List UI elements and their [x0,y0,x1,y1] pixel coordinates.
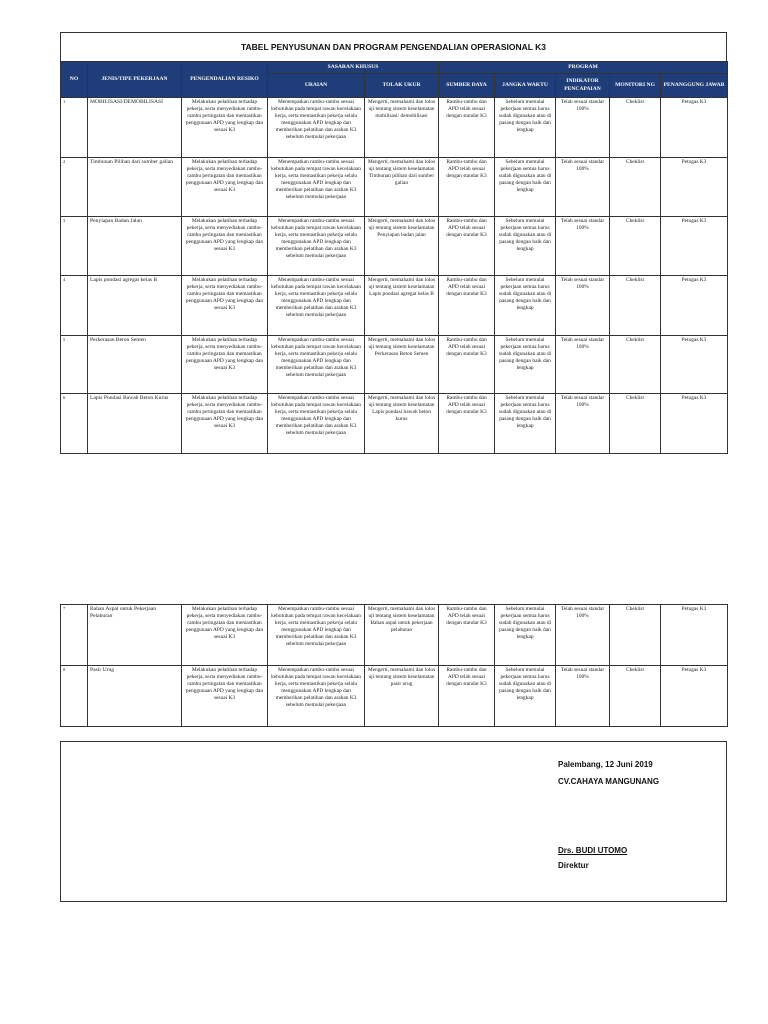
cell-pengendalian: Melakukan pelatihan terhadap pekerja, serta menyediakan rambu-rambu peringatan dan memastikan penggunaan APD yang lengkap dan sesuai K3 [182,666,268,727]
header-indikator-pencapaian: INDIKATOR PENCAPAIAN [556,74,610,98]
cell-jangka-waktu: Sebelum memulai pekerjaan semua harus sudah digunakan atau di pasang dengan baik dan lengkap [495,217,556,276]
table-row [61,666,728,727]
cell-tolak-ukur: Mengerti, memahami dan lolos uji tentang sistem keselamatan Lapis pondasi bawah beton kurus [365,394,439,454]
cell-indikator: Telah sesuai standar 100% [556,217,610,276]
cell-tolak-ukur: Mengerti, memahami dan lolos uji tentang sistem keselamatan Timbunan pilihan dari sumber galian [365,158,439,217]
cell-pengendalian: Melakukan pelatihan terhadap pekerja, serta menyediakan rambu-rambu peringatan dan memastikan penggunaan APD yang lengkap dan sesuai K3 [182,394,268,454]
cell-sumber-daya: Rambu-rambu dan APD telah sesuai dengan standar K3 [439,605,495,666]
header-penanggung-jawab: PENANGGUNG JAWAB [661,74,728,98]
cell-sumber-daya: Rambu-rambu dan APD telah sesuai dengan standar K3 [439,276,495,336]
cell-jenis: Perkerasan Beton Semen [88,336,182,394]
cell-uraian: Menempatkan rambu-rambu sesuai kebutuhan pada tempat rawan kecelakaan kerja, serta memastikan pekerja selalu menggunakan APD lengkap dan memberikan pelatihan dan arahan K3 sebelum memulai pekerjaan [268,336,365,394]
cell-tolak-ukur: Mengerti, memahami dan lolos uji tentang sistem keselamatan Bahan aspal untuk pekerjaan pelaburan [365,605,439,666]
cell-indikator: Telah sesuai standar 100% [556,394,610,454]
cell-uraian: Menempatkan rambu-rambu sesuai kebutuhan pada tempat rawan kecelakaan kerja, serta memastikan pekerja selalu menggunakan APD lengkap dan memberikan pelatihan dan arahan K3 sebelum memulai pekerjaan [268,98,365,158]
header-program: PROGRAM [439,62,728,74]
cell-penanggung-jawab: Petugas K3 [661,98,728,158]
table-row [61,336,728,394]
table-row [61,605,728,666]
cell-monitoring: Cheklist [610,98,661,158]
cell-jangka-waktu: Sebelum memulai pekerjaan semua harus sudah digunakan atau di pasang dengan baik dan lengkap [495,666,556,727]
signature-place-date: Palembang, 12 Juni 2019 [558,760,653,769]
cell-jangka-waktu: Sebelum memulai pekerjaan semua harus sudah digunakan atau di pasang dengan baik dan lengkap [495,394,556,454]
cell-jenis: Timbunan Pilihan dari sumber galian [88,158,182,217]
signatory-position: Direktur [558,861,589,870]
cell-penanggung-jawab: Petugas K3 [661,158,728,217]
cell-uraian: Menempatkan rambu-rambu sesuai kebutuhan pada tempat rawan kecelakaan kerja, serta memastikan pekerja selalu menggunakan APD lengkap dan memberikan pelatihan dan arahan K3 sebelum memulai pekerjaan [268,394,365,454]
cell-pengendalian: Melakukan pelatihan terhadap pekerja, serta menyediakan rambu-rambu peringatan dan memastikan penggunaan APD yang lengkap dan sesuai K3 [182,217,268,276]
table-row [61,394,728,454]
cell-monitoring: Cheklist [610,605,661,666]
cell-jenis: Lapis Pondasi Bawah Beton Kurus [88,394,182,454]
table-row [61,98,728,158]
cell-sumber-daya: Rambu-rambu dan APD telah sesuai dengan standar K3 [439,394,495,454]
cell-tolak-ukur: Mengerti, memahami dan lolos uji tentang sistem keselamatan Lapis pondasi agregat kelas B [365,276,439,336]
header-jenis-pekerjaan: JENIS/TIPE PEKERJAAN [88,62,182,98]
cell-tolak-ukur: Mengerti, memahami dan lolos uji tentang sistem keselamatan mobilisasi/ demobilisasi [365,98,439,158]
cell-uraian: Menempatkan rambu-rambu sesuai kebutuhan pada tempat rawan kecelakaan kerja, serta memastikan pekerja selalu menggunakan APD lengkap dan memberikan pelatihan dan arahan K3 sebelum memulai pekerjaan [268,605,365,666]
cell-jenis: Bahan Aspal untuk Pekerjaan Pelaburan [88,605,182,666]
cell-tolak-ukur: Mengerti, memahami dan lolos uji tentang sistem keselamatan pasir urug [365,666,439,727]
cell-sumber-daya: Rambu-rambu dan APD telah sesuai dengan standar K3 [439,666,495,727]
cell-indikator: Telah sesuai standar 100% [556,666,610,727]
cell-jangka-waktu: Sebelum memulai pekerjaan semua harus sudah digunakan atau di pasang dengan baik dan lengkap [495,276,556,336]
cell-no: 7 [61,605,88,666]
header-no: NO [61,62,88,98]
cell-jenis: Lapis pondasi agregat kelas B [88,276,182,336]
document-title: TABEL PENYUSUNAN DAN PROGRAM PENGENDALIAN OPERASIONAL K3 [60,32,727,62]
cell-indikator: Telah sesuai standar 100% [556,605,610,666]
cell-sumber-daya: Rambu-rambu dan APD telah sesuai dengan standar K3 [439,98,495,158]
cell-no: 6 [61,394,88,454]
cell-no: 5 [61,336,88,394]
cell-pengendalian: Melakukan pelatihan terhadap pekerja, serta menyediakan rambu-rambu peringatan dan memastikan penggunaan APD yang lengkap dan sesuai K3 [182,98,268,158]
header-pengendalian-resiko: PENGENDALIAN RESIKO [182,62,268,98]
header-sasaran-khusus: SASARAN KHUSUS [268,62,439,74]
cell-no: 3 [61,217,88,276]
cell-indikator: Telah sesuai standar 100% [556,158,610,217]
k3-table-page-2 [60,604,728,727]
cell-pengendalian: Melakukan pelatihan terhadap pekerja, serta menyediakan rambu-rambu peringatan dan memastikan penggunaan APD yang lengkap dan sesuai K3 [182,605,268,666]
cell-indikator: Telah sesuai standar 100% [556,98,610,158]
cell-penanggung-jawab: Petugas K3 [661,217,728,276]
cell-sumber-daya: Rambu-rambu dan APD telah sesuai dengan standar K3 [439,158,495,217]
cell-jangka-waktu: Sebelum memulai pekerjaan semua harus sudah digunakan atau di pasang dengan baik dan lengkap [495,98,556,158]
table-row [61,158,728,217]
cell-no: 8 [61,666,88,727]
signatory-name: Drs. BUDI UTOMO [558,846,628,855]
cell-penanggung-jawab: Petugas K3 [661,666,728,727]
cell-monitoring: Cheklist [610,336,661,394]
cell-monitoring: Cheklist [610,394,661,454]
header-tolak-ukur: TOLAK UKUR [365,74,439,98]
cell-monitoring: Cheklist [610,217,661,276]
header-monitoring: MONITORI NG [610,74,661,98]
table-row [61,276,728,336]
cell-jangka-waktu: Sebelum memulai pekerjaan semua harus sudah digunakan atau di pasang dengan baik dan lengkap [495,336,556,394]
table-row [61,217,728,276]
cell-uraian: Menempatkan rambu-rambu sesuai kebutuhan pada tempat rawan kecelakaan kerja, serta memastikan pekerja selalu menggunakan APD lengkap dan memberikan pelatihan dan arahan K3 sebelum memulai pekerjaan [268,158,365,217]
header-jangka-waktu: JANGKA WAKTU [495,74,556,98]
cell-penanggung-jawab: Petugas K3 [661,394,728,454]
k3-table-page-1 [60,61,728,454]
signature-company: CV.CAHAYA MANGUNANG [558,777,660,786]
cell-monitoring: Cheklist [610,158,661,217]
cell-pengendalian: Melakukan pelatihan terhadap pekerja, serta menyediakan rambu-rambu peringatan dan memastikan penggunaan APD yang lengkap dan sesuai K3 [182,336,268,394]
cell-pengendalian: Melakukan pelatihan terhadap pekerja, serta menyediakan rambu-rambu peringatan dan memastikan penggunaan APD yang lengkap dan sesuai K3 [182,276,268,336]
cell-no: 2 [61,158,88,217]
cell-penanggung-jawab: Petugas K3 [661,336,728,394]
cell-jenis: Penyiapan Badan Jalan [88,217,182,276]
cell-monitoring: Cheklist [610,666,661,727]
cell-tolak-ukur: Mengerti, memahami dan lolos uji tentang sistem keselamatan Perkerasan Beton Semen [365,336,439,394]
cell-no: 4 [61,276,88,336]
cell-indikator: Telah sesuai standar 100% [556,276,610,336]
cell-sumber-daya: Rambu-rambu dan APD telah sesuai dengan standar K3 [439,336,495,394]
cell-jenis: MOBILISASI/DEMOBILISASI [88,98,182,158]
cell-pengendalian: Melakukan pelatihan terhadap pekerja, serta menyediakan rambu-rambu peringatan dan memastikan penggunaan APD yang lengkap dan sesuai K3 [182,158,268,217]
cell-no: 1 [61,98,88,158]
cell-jangka-waktu: Sebelum memulai pekerjaan semua harus sudah digunakan atau di pasang dengan baik dan lengkap [495,605,556,666]
cell-penanggung-jawab: Petugas K3 [661,605,728,666]
cell-sumber-daya: Rambu-rambu dan APD telah sesuai dengan standar K3 [439,217,495,276]
cell-indikator: Telah sesuai standar 100% [556,336,610,394]
cell-jangka-waktu: Sebelum memulai pekerjaan semua harus sudah digunakan atau di pasang dengan baik dan lengkap [495,158,556,217]
header-sumber-daya: SUMBER DAYA [439,74,495,98]
cell-monitoring: Cheklist [610,276,661,336]
header-uraian: URAIAN [268,74,365,98]
cell-uraian: Menempatkan rambu-rambu sesuai kebutuhan pada tempat rawan kecelakaan kerja, serta memastikan pekerja selalu menggunakan APD lengkap dan memberikan pelatihan dan arahan K3 sebelum memulai pekerjaan [268,217,365,276]
cell-jenis: Pasir Urug [88,666,182,727]
cell-uraian: Menempatkan rambu-rambu sesuai kebutuhan pada tempat rawan kecelakaan kerja, serta memastikan pekerja selalu menggunakan APD lengkap dan memberikan pelatihan dan arahan K3 sebelum memulai pekerjaan [268,276,365,336]
cell-uraian: Menempatkan rambu-rambu sesuai kebutuhan pada tempat rawan kecelakaan kerja, serta memastikan pekerja selalu menggunakan APD lengkap dan memberikan pelatihan dan arahan K3 sebelum memulai pekerjaan [268,666,365,727]
cell-penanggung-jawab: Petugas K3 [661,276,728,336]
cell-tolak-ukur: Mengerti, memahami dan lolos uji tentang sistem keselamatan Penyiapan badan jalan [365,217,439,276]
